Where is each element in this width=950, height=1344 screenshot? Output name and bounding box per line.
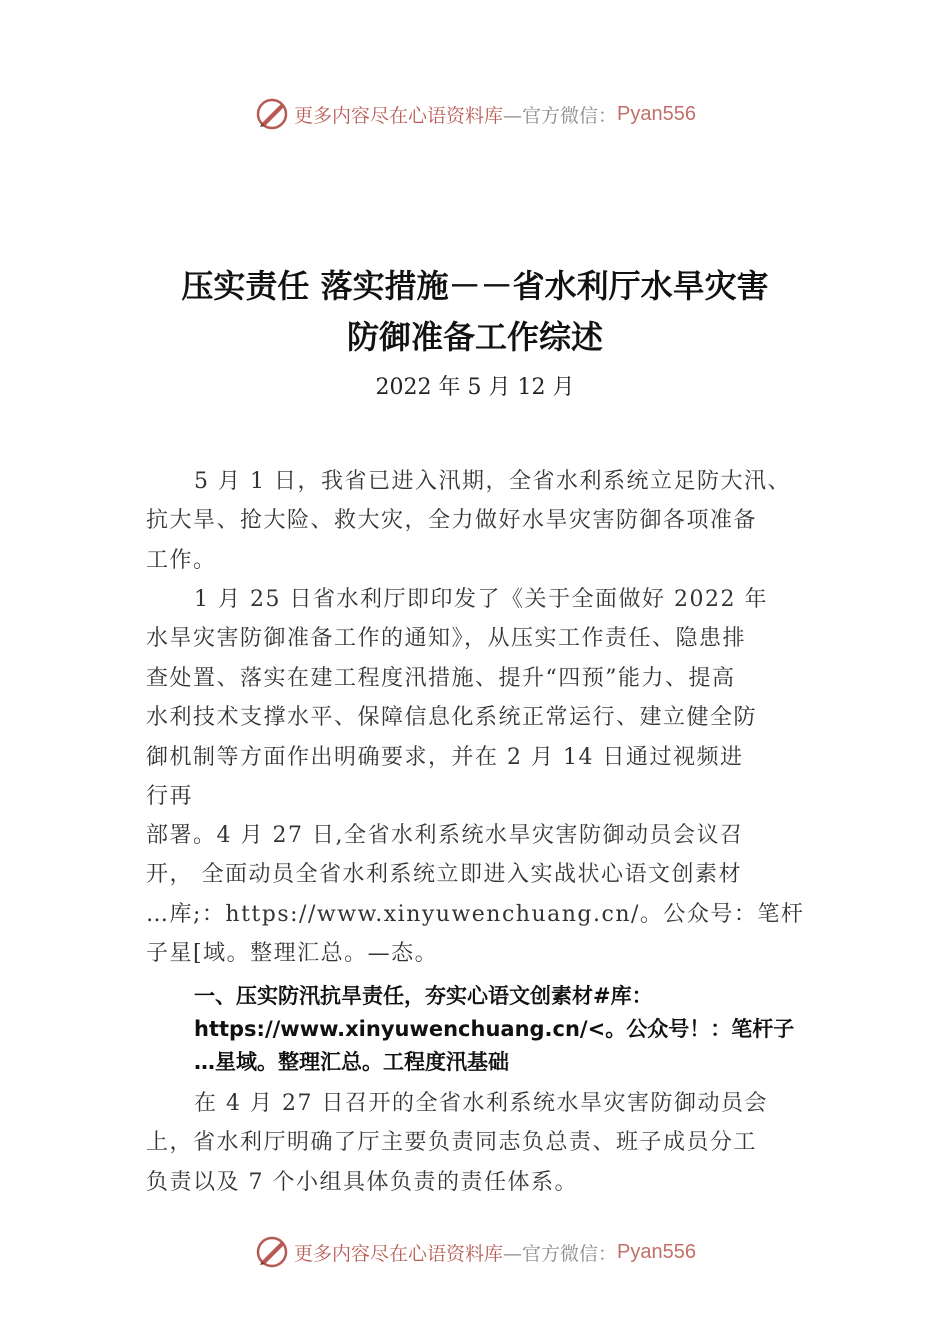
paragraph-line: 抗大旱、抢大险、救大灾，全力做好水旱灾害防御各项准备 [146, 508, 758, 534]
paragraph-line: 行再 [146, 783, 194, 809]
paragraph-line: 1 月 25 日省水利厅即印发了《关于全面做好 2022 年 [194, 587, 768, 612]
paragraph-line: …库;：https://www.xinyuwenchuang.cn/。公众号：笔杆 [146, 901, 805, 927]
document-date: 2022 年 5 月 12 月 [375, 375, 575, 400]
paragraph-line: 御机制等方面作出明确要求，并在 2 月 14 日通过视频进 [146, 744, 744, 770]
paragraph-line: 查处置、落实在建工程度汛措施、提升“四预”能力、提高 [146, 665, 736, 691]
paragraph-line: 水旱灾害防御准备工作的通知》，从压实工作责任、隐患排 [146, 626, 747, 652]
banner-label-text: —官方微信： [503, 1242, 618, 1265]
document-title-line-1: 压实责任 落实措施－－省水利厅水旱灾害 [181, 267, 769, 305]
paragraph-line: 工作。 [146, 547, 217, 573]
header-banner [0, 94, 950, 134]
banner-account-text: Pyan556 [617, 102, 696, 125]
paragraph-line: 子星[域。整理汇总。—态。 [146, 941, 439, 967]
paragraph-line: 在 4 月 27 日召开的全省水利系统水旱灾害防御动员会 [194, 1091, 768, 1116]
section-heading-1 [146, 980, 836, 1079]
paragraph-line: 5 月 1 日，我省已进入汛期，全省水利系统立足防大汛、 [194, 469, 791, 494]
document-title-line-2: 防御准备工作综述 [346, 318, 603, 356]
paragraph-1 [146, 462, 826, 580]
paragraph-3 [146, 816, 826, 974]
footer-banner [0, 1232, 950, 1272]
paragraph-2 [146, 580, 826, 816]
banner-brand-text: 更多内容尽在心语资料库 [294, 104, 504, 127]
paragraph-line: 上，省水利厅明确了厅主要负责同志负总责、班子成员分工 [146, 1130, 758, 1156]
pen-logo-icon [254, 1234, 290, 1270]
paragraph-4 [146, 1084, 826, 1202]
paragraph-line: 部署。4 月 27 日,全省水利系统水旱灾害防御动员会议召 [146, 823, 744, 848]
pen-logo-icon [254, 96, 290, 132]
heading-line: 一、压实防汛抗旱责任，夯实心语文创素材#库： [194, 984, 653, 1008]
banner-brand-text: 更多内容尽在心语资料库 [294, 1242, 504, 1265]
paragraph-line: 水利技术支撑水平、保障信息化系统正常运行、建立健全防 [146, 705, 758, 731]
heading-line: https://www.xinyuwenchuang.cn/<。公众号！：笔杆子 [194, 1017, 795, 1041]
heading-line: …星域。整理汇总。工程度汛基础 [194, 1050, 509, 1074]
paragraph-line: 负责以及 7 个小组具体负责的责任体系。 [146, 1169, 578, 1195]
banner-label-text: —官方微信： [503, 104, 618, 127]
paragraph-line: 开， 全面动员全省水利系统立即进入实战状心语文创素材 [146, 862, 742, 888]
banner-account-text: Pyan556 [617, 1240, 696, 1263]
